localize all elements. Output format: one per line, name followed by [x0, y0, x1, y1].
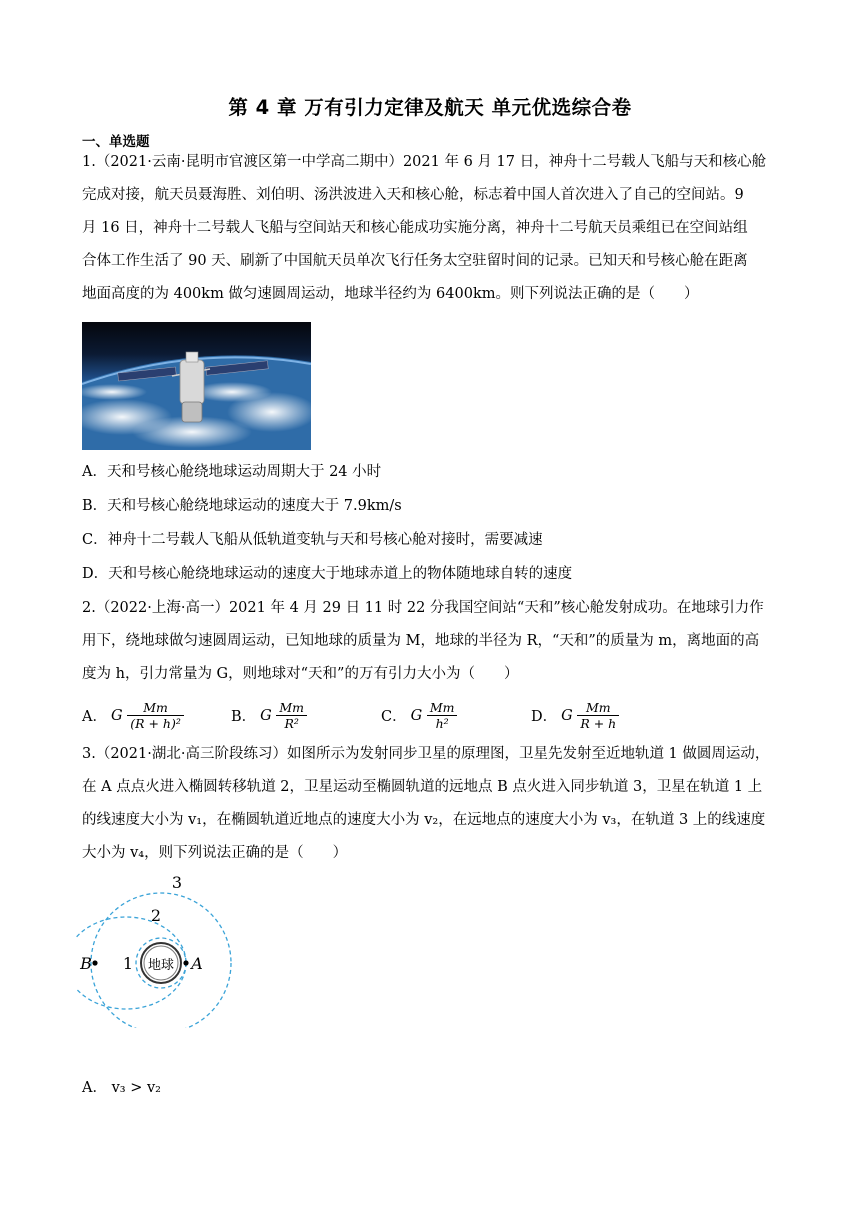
earth-label: 地球	[147, 958, 175, 973]
section-heading: 一、单选题	[82, 134, 150, 150]
q1-option-b: B．天和号核心舱绕地球运动的速度大于 7.9km/s	[82, 498, 402, 514]
q2-line-2: 用下，绕地球做匀速圆周运动，已知地球的质量为 M，地球的半径为 R，“天和”的质量为 m，离地面的高	[82, 633, 760, 649]
q2-option-c: C． G $\frac{Mm}{\text{h²}}$	[381, 700, 457, 731]
q3-option-a: A． v₃ > v₂	[82, 1080, 161, 1096]
q2-line-3: 度为 h，引力常量为 G，则地球对“天和”的万有引力大小为（ ）	[82, 666, 519, 682]
point-a-dot	[183, 960, 188, 965]
q3-line-1: 3.（2021·湖北·高三阶段练习）如图所示为发射同步卫星的原理图，卫星先发射至近地轨道 1 做圆周运动，	[82, 746, 770, 762]
page-title: 第 4 章 万有引力定律及航天 单元优选综合卷	[228, 96, 632, 119]
q2-option-d: D． G $\frac{Mm}{R + h}$	[531, 700, 619, 731]
q2-line-1: 2.（2022·上海·高一）2021 年 4 月 29 日 11 时 22 分我国空间站“天和”核心舱发射成功。在地球引力作	[82, 600, 764, 616]
q1-option-a: A．天和号核心舱绕地球运动周期大于 24 小时	[82, 464, 382, 480]
orbit-2-label: 2	[150, 906, 162, 925]
q3-line-3: 的线速度大小为 v₁，在椭圆轨道近地点的速度大小为 v₂，在远地点的速度大小为 v₃，在轨道 3 上的线速度	[82, 812, 766, 828]
point-a-label: A	[191, 954, 203, 973]
q1-line-3: 月 16 日，神舟十二号载人飞船与空间站天和核心能成功实施分离，神舟十二号航天员乘组已在空间站组	[82, 220, 748, 236]
q1-option-d: D．天和号核心舱绕地球运动的速度大于地球赤道上的物体随地球自转的速度	[82, 566, 573, 582]
q1-line-4: 合体工作生活了 90 天、刷新了中国航天员单次飞行任务太空驻留时间的记录。已知天和号核心舱在距离	[82, 253, 748, 269]
q1-line-5: 地面高度的为 400km 做匀速圆周运动，地球半径约为 6400km。则下列说法正确的是（ ）	[82, 286, 699, 302]
q3-line-4: 大小为 v₄，则下列说法正确的是（ ）	[82, 845, 348, 861]
orbit-3-label: 3	[171, 873, 183, 892]
orbit-1-label: 1	[122, 954, 134, 973]
point-b-dot	[92, 960, 97, 965]
q1-option-c: C．神舟十二号载人飞船从低轨道变轨与天和号核心舱对接时，需要减速	[82, 532, 543, 548]
orbit-diagram	[76, 868, 246, 1028]
point-b-label: B	[80, 954, 92, 973]
q1-line-2: 完成对接，航天员聂海胜、刘伯明、汤洪波进入天和核心舱，标志着中国人首次进入了自己的空间站。9	[82, 187, 744, 203]
q2-option-b: B． G $\frac{Mm}{\text{R²}}$	[231, 700, 307, 731]
q1-line-1: 1.（2021·云南·昆明市官渡区第一中学高二期中）2021 年 6 月 17 日，神舟十二号载人飞船与天和核心舱	[82, 154, 767, 170]
q2-option-a: A． G $\frac{Mm}{\text{(R + h)²}}$	[82, 700, 184, 731]
space-station-photo	[82, 322, 311, 450]
q3-line-2: 在 A 点点火进入椭圆转移轨道 2，卫星运动至椭圆轨道的远地点 B 点火进入同步轨道 3，卫星在轨道 1 上	[82, 779, 763, 795]
